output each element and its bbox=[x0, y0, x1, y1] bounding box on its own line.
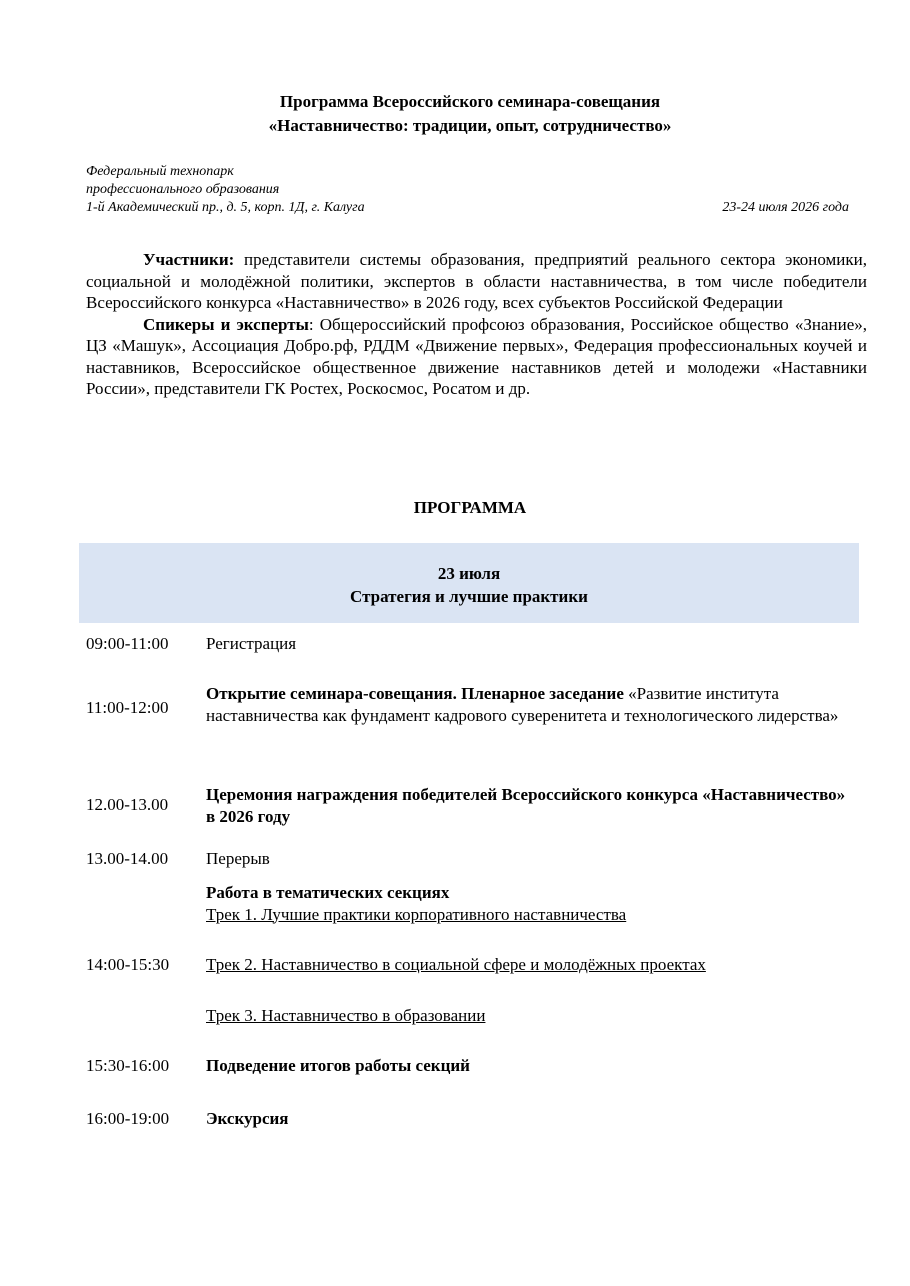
schedule-description: Экскурсия bbox=[206, 1109, 289, 1128]
title-line-2: «Наставничество: традиции, опыт, сотрудничество» bbox=[268, 116, 672, 135]
speakers-paragraph bbox=[86, 314, 867, 400]
plenary-topic: «Развитие института наставничества как фундамент кадрового суверенитета и технологического лидерства» bbox=[206, 684, 839, 725]
day-banner bbox=[79, 543, 859, 623]
venue-line-2: профессионального образования bbox=[86, 182, 280, 197]
day-date: 23 июля bbox=[437, 564, 501, 583]
schedule-time: 14:00-15:30 bbox=[86, 955, 170, 974]
participants-label: Участники: bbox=[143, 250, 235, 269]
plenary-title: Открытие семинара-совещания. Пленарное заседание bbox=[206, 684, 624, 703]
schedule-description: Подведение итогов работы секций bbox=[206, 1056, 470, 1075]
schedule-time: 09:00-11:00 bbox=[86, 634, 169, 653]
schedule-description bbox=[206, 683, 866, 726]
speakers-text: : Общероссийский профсоюз образования, Российское общество «Знание», ЦЗ «Машук», Ассоциация Добро.рф, РДДМ «Движение первых», Федерация профессиональных коучей и наставников, Всероссийское общественное движение наставников детей и молодежи «Наставники России», представители ГК Ростех, Роскосмос, Росатом и др. bbox=[86, 314, 867, 398]
title-line-1: Программа Всероссийского семинара-совещания bbox=[279, 92, 661, 111]
venue-line-1: Федеральный технопарк bbox=[86, 164, 234, 179]
sections-title: Работа в тематических секциях bbox=[206, 883, 450, 902]
track-link-1[interactable]: Трек 1. Лучшие практики корпоративного наставничества bbox=[206, 904, 627, 924]
event-dates: 23-24 июля 2026 года bbox=[722, 200, 849, 215]
day-theme: Стратегия и лучшие практики bbox=[350, 587, 588, 606]
schedule-description: Перерыв bbox=[206, 849, 270, 868]
participants-text: представители системы образования, предприятий реального сектора экономики, социальной и молодёжной политики, экспертов в области наставничества, в том числе победители Всероссийского конкурса «Наставничество» в 2026 году, всех субъектов Российской Федерации bbox=[86, 250, 867, 312]
schedule-description bbox=[206, 784, 846, 827]
schedule-time: 15:30-16:00 bbox=[86, 1056, 170, 1075]
schedule-time: 12.00-13.00 bbox=[86, 795, 169, 814]
program-heading: ПРОГРАММА bbox=[413, 498, 527, 517]
schedule-time: 11:00-12:00 bbox=[86, 698, 169, 717]
venue-block bbox=[86, 163, 866, 217]
participants-paragraph bbox=[86, 249, 867, 314]
schedule-description bbox=[206, 882, 866, 1026]
ceremony-title: Церемония награждения победителей Всероссийского конкурса «Наставничество» в 2026 году bbox=[206, 785, 846, 826]
speakers-label: Спикеры и эксперты bbox=[143, 314, 309, 334]
intro-section bbox=[86, 249, 867, 400]
track-link-3[interactable]: Трек 3. Наставничество в образовании bbox=[206, 1005, 486, 1025]
schedule-description: Регистрация bbox=[206, 634, 297, 653]
schedule-time: 16:00-19:00 bbox=[86, 1109, 170, 1128]
track-link-2[interactable]: Трек 2. Наставничество в социальной сфере и молодёжных проектах bbox=[206, 955, 706, 974]
document-title bbox=[80, 90, 860, 138]
schedule-time: 13.00-14.00 bbox=[86, 849, 169, 868]
venue-address: 1-й Академический пр., д. 5, корп. 1Д, г. Калуга bbox=[86, 200, 365, 215]
